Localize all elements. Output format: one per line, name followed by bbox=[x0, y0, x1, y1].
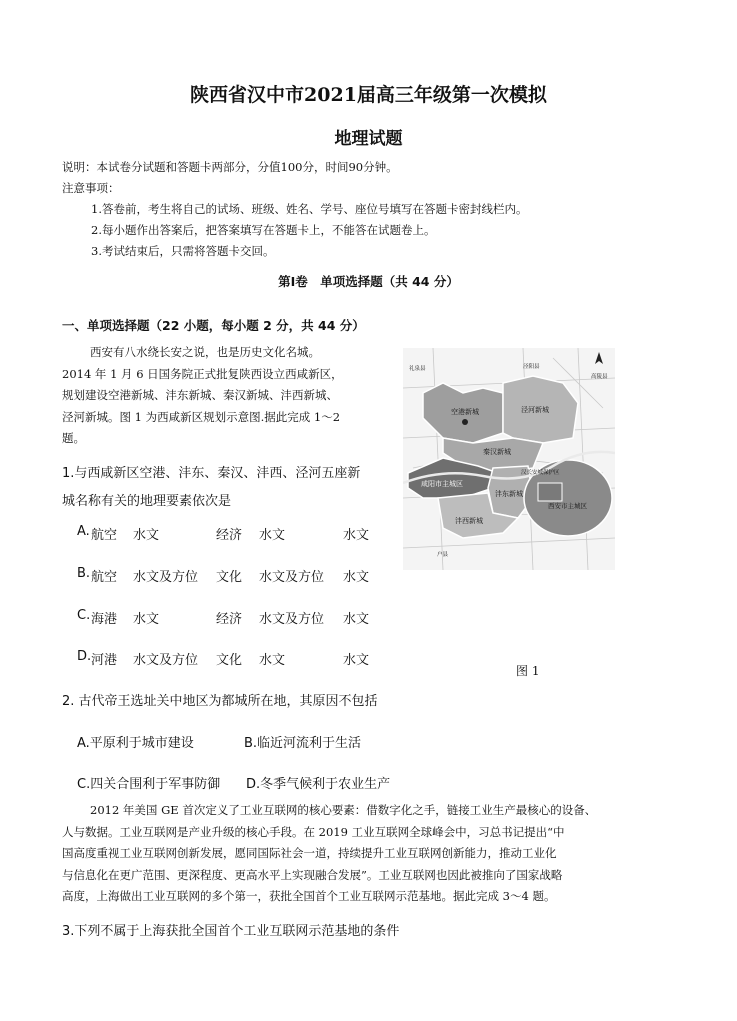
label-xian: 西安市主城区 bbox=[548, 503, 587, 510]
passage-line: 与信息化在更广范围、更深程度、更高水平上实现融合发展”。工业互联网也因此被推向了国家战略 bbox=[62, 867, 563, 882]
q2-option-a[interactable]: A.平原利于城市建设 bbox=[77, 736, 194, 751]
label-gaoling: 高陵县 bbox=[591, 374, 608, 380]
region-hanchangan bbox=[538, 483, 562, 501]
option-letter: D. bbox=[77, 649, 92, 664]
option-cell: 水文 bbox=[343, 570, 370, 585]
option-cell: 文化 bbox=[216, 653, 243, 668]
q1-stem-line2: 城名称有关的地理要素依次是 bbox=[62, 494, 232, 509]
passage-line: 国高度重视工业互联网创新发展，愿同国际社会一道，持续提升工业互联网创新能力，推动工业化 bbox=[62, 846, 557, 860]
label-huxian: 户县 bbox=[437, 552, 449, 558]
option-cell: 水文及方位 bbox=[259, 570, 325, 585]
option-cell: 航空 bbox=[91, 528, 118, 543]
q3-stem: 3.下列不属于上海获批全国首个工业互联网示范基地的条件 bbox=[62, 924, 400, 939]
part1-heading: 第Ⅰ卷 单项选择题（共 44 分） bbox=[278, 274, 459, 289]
airport-marker bbox=[462, 419, 468, 425]
exam-note: 说明：本试卷分试题和答题卡两部分，分值100分，时间90分钟。 bbox=[62, 160, 398, 174]
passage-line: 西安有八水绕长安之说，也是历史文化名城。 bbox=[90, 345, 320, 359]
option-cell: 水文 bbox=[343, 653, 370, 668]
passage-industrial-internet bbox=[62, 800, 682, 908]
option-cell: 水文及方位 bbox=[133, 653, 199, 668]
passage-line: 人与数据。工业互联网是产业升级的核心手段。在 2019 工业互联网全球峰会中，习总书记提出“中 bbox=[62, 824, 565, 839]
passage-line: 规划建设空港新城、沣东新城、秦汉新城、沣西新城、 bbox=[62, 388, 338, 402]
label-xianyang: 咸阳市主城区 bbox=[421, 481, 463, 488]
figure-caption: 图 1 bbox=[516, 664, 540, 678]
q2-stem: 2. 古代帝王选址关中地区为都城所在地，其原因不包括 bbox=[62, 694, 378, 709]
page-title: 陕西省汉中市2021届高三年级第一次模拟 bbox=[190, 84, 547, 106]
option-cell: 水文 bbox=[343, 612, 370, 627]
passage-line: 题。 bbox=[62, 431, 85, 445]
option-cell: 水文 bbox=[259, 528, 286, 543]
passage-line: 高度，上海做出工业互联网的多个第一，获批全国首个工业互联网示范基地。据此完成 3～4 题。 bbox=[62, 889, 556, 903]
instruction-item: 2.每小题作出答案后，把答案填写在答题卡上，不能答在试题卷上。 bbox=[91, 223, 436, 237]
q2-option-b[interactable]: B.临近河流利于生活 bbox=[244, 736, 362, 751]
label-jingyang: 泾阳县 bbox=[523, 364, 540, 370]
option-cell: 航空 bbox=[91, 570, 118, 585]
option-letter: A. bbox=[77, 524, 90, 539]
page-subtitle: 地理试题 bbox=[334, 129, 403, 149]
label-jinghe: 泾河新城 bbox=[521, 407, 549, 414]
option-cell: 经济 bbox=[216, 528, 243, 543]
attention-label: 注意事项： bbox=[62, 181, 120, 195]
option-cell: 水文 bbox=[343, 528, 370, 543]
label-konggang: 空港新城 bbox=[451, 409, 479, 416]
instruction-item: 1.答卷前，考生将自己的试场、班级、姓名、学号、座位号填写在答题卡密封线栏内。 bbox=[91, 202, 528, 216]
option-cell: 经济 bbox=[216, 612, 243, 627]
label-liquan: 礼泉县 bbox=[409, 366, 426, 372]
label-fengxi: 沣西新城 bbox=[455, 518, 483, 525]
q2-option-d[interactable]: D.冬季气候利于农业生产 bbox=[246, 777, 391, 792]
option-letter: C. bbox=[77, 608, 91, 623]
section1-heading: 一、单项选择题（22 小题，每小题 2 分，共 44 分） bbox=[62, 318, 365, 333]
passage-line: 泾河新城。图 1 为西咸新区规划示意图.据此完成 1～2 bbox=[62, 409, 341, 424]
label-hanchangan: 汉长安城保护区 bbox=[521, 470, 560, 476]
q2-option-c[interactable]: C.四关合围利于军事防御 bbox=[77, 777, 221, 792]
option-letter: B. bbox=[77, 566, 91, 581]
option-cell: 水文及方位 bbox=[259, 612, 325, 627]
option-cell: 文化 bbox=[216, 570, 243, 585]
option-cell: 海港 bbox=[91, 612, 118, 627]
option-cell: 水文 bbox=[133, 612, 160, 627]
label-qinhan: 秦汉新城 bbox=[483, 449, 511, 456]
option-cell: 水文 bbox=[259, 653, 286, 668]
option-cell: 水文及方位 bbox=[133, 570, 199, 585]
option-cell: 河港 bbox=[91, 653, 118, 668]
passage-line: 2014 年 1 月 6 日国务院正式批复陕西设立西咸新区， bbox=[62, 366, 343, 381]
q1-stem-line1: 1.与西咸新区空港、沣东、秦汉、沣西、泾河五座新 bbox=[62, 466, 361, 481]
label-fengdong: 沣东新城 bbox=[495, 491, 523, 498]
xixian-new-area-map bbox=[403, 348, 615, 570]
option-cell: 水文 bbox=[133, 528, 160, 543]
passage-xian bbox=[62, 342, 392, 450]
instruction-item: 3.考试结束后，只需将答题卡交回。 bbox=[91, 244, 275, 258]
passage-line: 2012 年美国 GE 首次定义了工业互联网的核心要素：借数字化之手，链接工业生产最核心的设备、 bbox=[90, 803, 597, 817]
